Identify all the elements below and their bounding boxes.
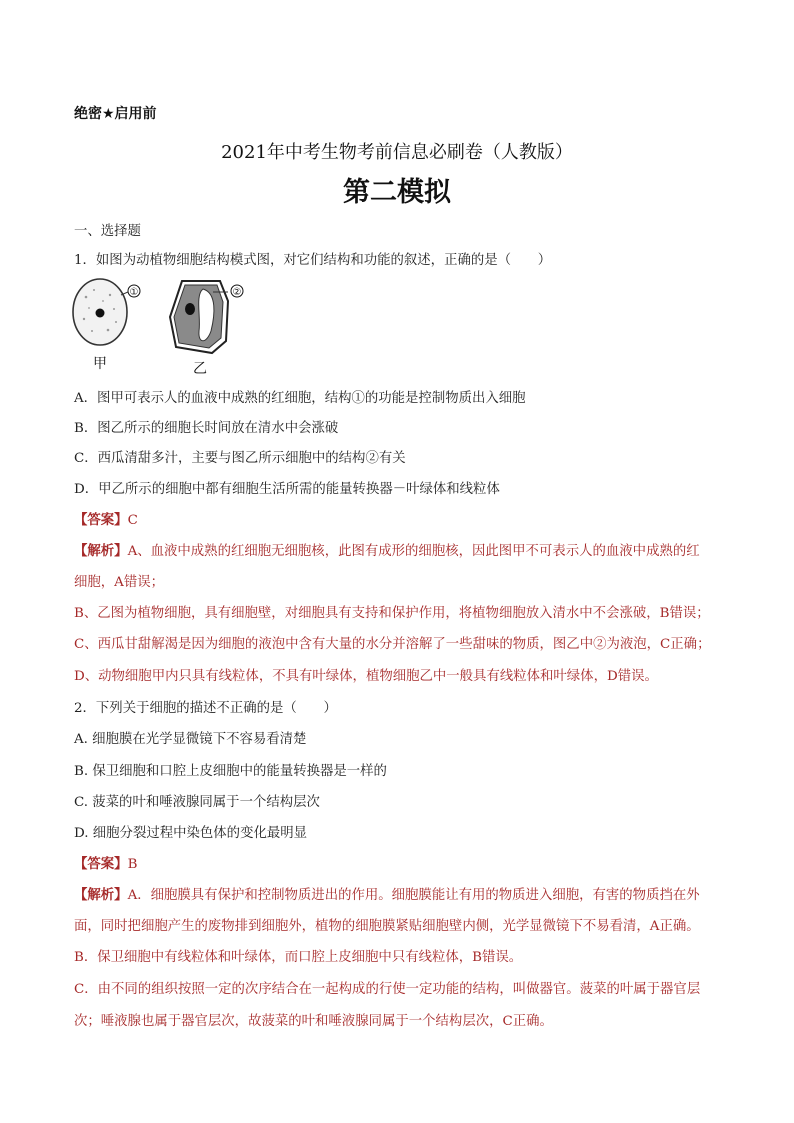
answer-tag: 【答案】 xyxy=(74,856,128,872)
question-2-option-b: B. 保卫细胞和口腔上皮细胞中的能量转换器是一样的 xyxy=(74,764,387,779)
question-2-option-d: D. 细胞分裂过程中染色体的变化最明显 xyxy=(74,826,308,841)
analysis-text: A、血液中成熟的红细胞无细胞核，此图有成形的细胞核，因此图甲不可表示人的血液中成熟的红 xyxy=(127,544,700,559)
question-2-analysis-line: C．由不同的组织按照一定的次序结合在一起构成的行使一定功能的结构，叫做器官。菠菜的叶属于器官层 xyxy=(74,982,701,997)
question-2-answer xyxy=(74,853,137,872)
question-1-option-a: A．图甲可表示人的血液中成熟的红细胞，结构①的功能是控制物质出入细胞 xyxy=(74,391,526,406)
question-2-analysis-line: 面，同时把细胞产生的废物排到细胞外，植物的细胞膜紧贴细胞壁内侧，光学显微镜下不易看清，A正确。 xyxy=(74,919,700,934)
plant-cell-figure xyxy=(170,281,243,377)
question-1-analysis-line: 细胞，A错误； xyxy=(74,575,165,590)
question-1-option-c: C．西瓜清甜多汁，主要与图乙所示细胞中的结构②有关 xyxy=(74,451,406,466)
animal-cell-figure xyxy=(73,279,140,372)
secret-label: 绝密★启用前 xyxy=(74,106,157,122)
question-1-option-d: D．甲乙所示的细胞中都有细胞生活所需的能量转换器－叶绿体和线粒体 xyxy=(74,482,500,497)
question-1-analysis-line: D、动物细胞甲内只具有线粒体，不具有叶绿体，植物细胞乙中一般具有线粒体和叶绿体，D错误。 xyxy=(74,669,658,684)
question-2-option-c: C. 菠菜的叶和唾液腺同属于一个结构层次 xyxy=(74,795,320,810)
exam-subtitle: 第二模拟 xyxy=(343,177,451,208)
question-1-option-b: B．图乙所示的细胞长时间放在清水中会涨破 xyxy=(74,421,339,436)
question-2-analysis-line xyxy=(74,884,700,903)
figure-label-jia: 甲 xyxy=(93,356,107,372)
figure-marker-1: ① xyxy=(129,287,139,298)
question-2-analysis-line: 次；唾液腺也属于器官层次，故菠菜的叶和唾液腺同属于一个结构层次，C正确。 xyxy=(74,1014,553,1029)
question-1-stem: 1．如图为动植物细胞结构模式图，对它们结构和功能的叙述，正确的是（ ） xyxy=(74,253,552,268)
question-2-stem: 2．下列关于细胞的描述不正确的是（ ） xyxy=(74,701,337,716)
exam-title: 2021年中考生物考前信息必刷卷（人教版） xyxy=(221,142,573,163)
answer-value: C xyxy=(127,513,138,528)
analysis-text: A．细胞膜具有保护和控制物质进出的作用。细胞膜能让有用的物质进入细胞，有害的物质挡在外 xyxy=(127,888,700,903)
cell-diagram-svg xyxy=(70,275,260,380)
answer-value: B xyxy=(127,857,138,872)
question-1-analysis-line xyxy=(74,540,700,559)
cell-diagram xyxy=(70,275,260,380)
figure-label-yi: 乙 xyxy=(193,361,207,377)
figure-marker-2: ② xyxy=(232,287,242,298)
section-label: 一、选择题 xyxy=(74,224,141,239)
question-2-option-a: A. 细胞膜在光学显微镜下不容易看清楚 xyxy=(74,732,307,747)
analysis-tag: 【解析】 xyxy=(74,887,128,903)
analysis-tag: 【解析】 xyxy=(74,543,128,559)
question-1-analysis-line: B、乙图为植物细胞，具有细胞壁，对细胞具有支持和保护作用，将植物细胞放入清水中不会涨破，B错误； xyxy=(74,606,710,621)
question-1-answer xyxy=(74,509,138,528)
question-2-analysis-line: B．保卫细胞中有线粒体和叶绿体，而口腔上皮细胞中只有线粒体，B错误。 xyxy=(74,950,523,965)
question-1-analysis-line: C、西瓜甘甜解渴是因为细胞的液泡中含有大量的水分并溶解了一些甜味的物质，图乙中②为液泡，C正确； xyxy=(74,637,711,652)
answer-tag: 【答案】 xyxy=(74,512,128,528)
